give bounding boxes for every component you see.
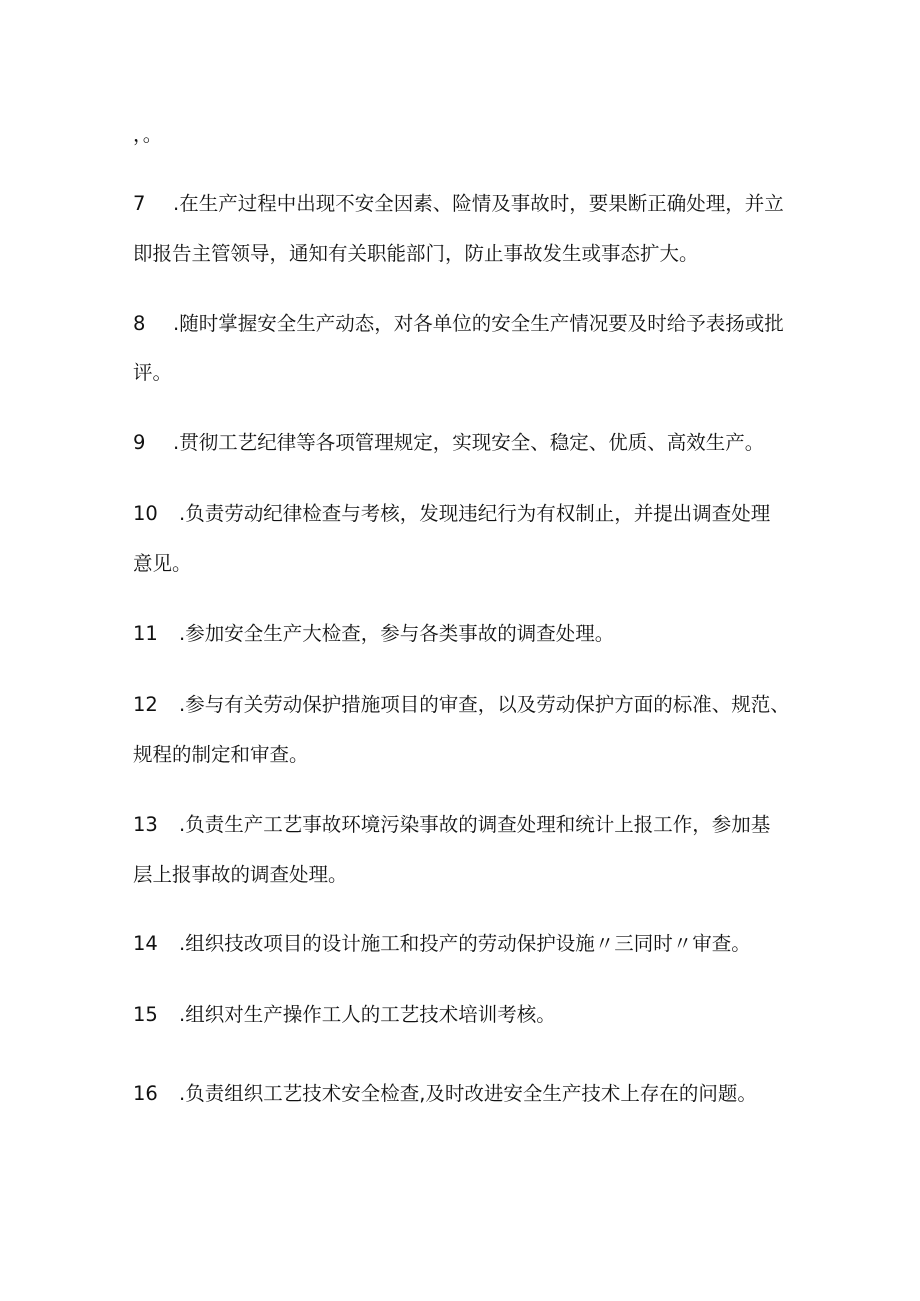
item-text-continuation: 评。 xyxy=(133,361,173,384)
item-number: 11 xyxy=(133,622,158,645)
item-text: .负责劳动纪律检查与考核，发现违纪行为有权制止，并提出调查处理 xyxy=(179,502,771,525)
list-item-12-continuation xyxy=(133,740,823,770)
item-number: 7 xyxy=(133,192,146,215)
item-number: 16 xyxy=(133,1082,158,1105)
list-item-10 xyxy=(133,499,823,529)
item-number: 12 xyxy=(133,693,158,716)
list-item-13-continuation xyxy=(133,860,823,890)
item-text: .在生产过程中出现不安全因素、险情及事故时，要果断正确处理，并立 xyxy=(173,192,784,215)
item-number: 13 xyxy=(133,813,158,836)
item-number: 15 xyxy=(133,1003,158,1026)
list-item-15 xyxy=(133,1000,823,1030)
list-item-10-continuation xyxy=(133,549,823,579)
list-item-13 xyxy=(133,810,823,840)
list-item-11 xyxy=(133,619,823,649)
item-text: .贯彻工艺纪律等各项管理规定，实现安全、稳定、优质、高效生产。 xyxy=(173,431,765,454)
item-text: .随时掌握安全生产动态，对各单位的安全生产情况要及时给予表扬或批 xyxy=(173,312,784,335)
item-number: 14 xyxy=(133,932,158,955)
item-number: 10 xyxy=(133,502,158,525)
item-text: .负责生产工艺事故环境污染事故的调查处理和统计上报工作，参加基 xyxy=(179,813,771,836)
list-item-12 xyxy=(133,690,823,720)
list-item-7-continuation xyxy=(133,239,823,269)
text-fragment-top xyxy=(133,120,823,150)
item-text-continuation: 即报告主管领导，通知有关职能部门，防止事故发生或事态扩大。 xyxy=(133,242,699,265)
list-item-8-continuation xyxy=(133,358,823,388)
item-text: .参加安全生产大检查，参与各类事故的调查处理。 xyxy=(179,622,615,645)
list-item-14 xyxy=(133,929,823,959)
item-number: 8 xyxy=(133,312,146,335)
item-text-continuation: 意见。 xyxy=(133,552,192,575)
item-number: 9 xyxy=(133,431,146,454)
item-text: .参与有关劳动保护措施项目的审查，以及劳动保护方面的标准、规范、 xyxy=(179,693,790,716)
item-text: .组织技改项目的设计施工和投产的劳动保护设施〃三同时〃审查。 xyxy=(179,932,751,955)
item-text: .负责组织工艺技术安全检查,及时改进安全生产技术上存在的问题。 xyxy=(179,1082,757,1105)
list-item-9 xyxy=(133,428,823,458)
list-item-8 xyxy=(133,309,823,339)
item-text-continuation: 层上报事故的调查处理。 xyxy=(133,863,348,886)
list-item-16 xyxy=(133,1079,823,1109)
fragment-text: ，。 xyxy=(133,123,163,146)
list-item-7 xyxy=(133,189,823,219)
item-text: .组织对生产操作工人的工艺技术培训考核。 xyxy=(179,1003,556,1026)
item-text-continuation: 规程的制定和审查。 xyxy=(133,743,309,766)
